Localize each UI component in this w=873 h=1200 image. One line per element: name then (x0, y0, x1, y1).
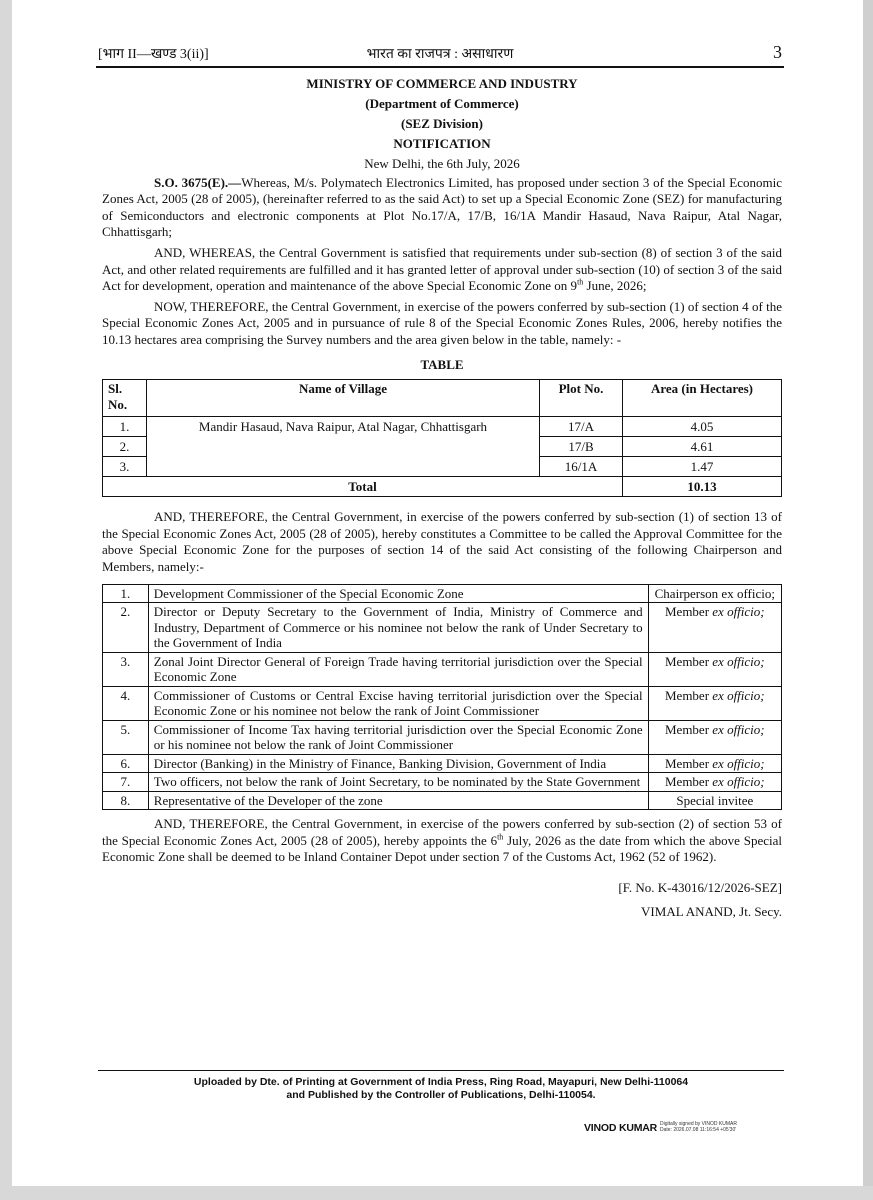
digital-signature (584, 1120, 754, 1138)
member-role: Member ex officio; (648, 686, 781, 720)
header-area: Area (in Hectares) (623, 380, 782, 417)
department-title: (Department of Commerce) (365, 96, 519, 111)
digital-signature-details: Digitally signed by VINOD KUMAR Date: 2026.07.08 11:16:54 +05'30' (660, 1121, 737, 1133)
paragraph-2 (102, 245, 782, 295)
viewer-frame-right (863, 0, 873, 1200)
header-rule (96, 66, 784, 68)
member-number: 2. (103, 603, 149, 653)
table-header-row (103, 380, 782, 417)
gazette-title: भारत का राजपत्र : असाधारण (366, 47, 514, 62)
cell-sl: 2. (103, 437, 147, 457)
member-number: 8. (103, 791, 149, 810)
committee-table (102, 584, 782, 811)
member-number: 7. (103, 773, 149, 792)
gazette-part-label: [भाग II—खण्ड 3(ii)] (98, 47, 209, 62)
paragraph-4: AND, THEREFORE, the Central Government, in exercise of the powers conferred by sub-section (1) of section 13 of the Special Economic Zones Act, 2005 (28 of 2005), hereby constitutes a Committee to be called the Approval Committee for the above Special Economic Zone for the purposes of section 14 of the said Act consisting of the following Chairperson and Members, namely:- (102, 509, 782, 574)
digital-signature-name: VINOD KUMAR (584, 1122, 658, 1134)
table-row (103, 437, 782, 457)
footer-rule (98, 1070, 784, 1071)
paragraph-2-text-b: June, 2026; (583, 278, 647, 294)
area-table (102, 379, 782, 497)
committee-row (103, 686, 782, 720)
cell-area: 4.05 (623, 417, 782, 437)
committee-row (103, 652, 782, 686)
paragraph-3: NOW, THEREFORE, the Central Government, in exercise of the powers conferred by sub-section (1) of section 4 of the Special Economic Zones Act, 2005 and in pursuance of rule 8 of the Special Economic Zones Rules, 2006, hereby notifies the 10.13 hectares area comprising the Survey numbers and the area given below in the table, namely: - (102, 298, 782, 347)
committee-row (103, 603, 782, 653)
cell-sl: 1. (103, 417, 147, 437)
member-description: Zonal Joint Director General of Foreign Trade having territorial jurisdiction over the Special Economic Zone (148, 652, 648, 686)
paragraph-1-text: Whereas, M/s. Polymatech Electronics Limited, has proposed under section 3 of the Special Economic Zones Act, 2005 (28 of 2005), (hereinafter referred to as the said Act) to set up a Special Economic Zone (SEZ) for manufacturing of Semiconductors and electronic components at Plot No.17/A, 17/B, 16/1A Mandir Hasaud, Nava Raipur, Atal Nagar, Chhattisgarh; (102, 174, 783, 240)
header-sl-no: Sl. No. (103, 380, 147, 417)
signature-block (102, 880, 782, 921)
division-title: (SEZ Division) (401, 116, 483, 131)
publication-footer (98, 1076, 784, 1102)
table-row (103, 417, 782, 437)
cell-village: Mandir Hasaud, Nava Raipur, Atal Nagar, Chhattisgarh (147, 417, 540, 437)
committee-row (103, 584, 782, 603)
member-description: Representative of the Developer of the zone (148, 791, 648, 810)
member-number: 1. (103, 584, 149, 603)
signatory: VIMAL ANAND, Jt. Secy. (641, 904, 782, 920)
header-plot: Plot No. (540, 380, 623, 417)
paragraph-5 (102, 816, 782, 866)
paragraph-5-sup: th (497, 832, 504, 842)
member-number: 6. (103, 754, 149, 773)
cell-plot: 17/A (540, 417, 623, 437)
committee-row (103, 773, 782, 792)
member-role: Chairperson ex officio; (648, 584, 781, 603)
cell-sl: 3. (103, 457, 147, 477)
dateline: New Delhi, the 6th July, 2026 (364, 156, 520, 171)
cell-village-empty (147, 457, 540, 477)
cell-area: 1.47 (623, 457, 782, 477)
member-description: Two officers, not below the rank of Joint Secretary, to be nominated by the State Government (148, 773, 648, 792)
table-row (103, 457, 782, 477)
committee-row (103, 754, 782, 773)
notification-body (102, 76, 782, 929)
member-role: Member ex officio; (648, 754, 781, 773)
member-description: Commissioner of Income Tax having territorial jurisdiction over the Special Economic Zone or his nominee not below the rank of Joint Commissioner (148, 720, 648, 754)
cell-village-empty (147, 437, 540, 457)
paragraph-2-sup: th (577, 277, 584, 287)
member-role: Member ex officio; (648, 773, 781, 792)
total-value: 10.13 (623, 477, 782, 497)
viewer-frame-bottom (0, 1186, 873, 1200)
file-number: [F. No. K-43016/12/2026-SEZ] (618, 879, 782, 895)
viewer-frame-left (0, 0, 12, 1200)
table-total-row (103, 477, 782, 497)
cell-plot: 17/B (540, 437, 623, 457)
ministry-title: MINISTRY OF COMMERCE AND INDUSTRY (306, 76, 578, 91)
total-label: Total (103, 477, 623, 497)
cell-plot: 16/1A (540, 457, 623, 477)
footer-line-1: Uploaded by Dte. of Printing at Government of India Press, Ring Road, Mayapuri, New Delhi-110064 (193, 1076, 689, 1088)
paragraph-1 (102, 175, 782, 241)
member-description: Development Commissioner of the Special Economic Zone (148, 584, 648, 603)
member-role: Special invitee (648, 791, 781, 810)
member-number: 4. (103, 686, 149, 720)
header-village: Name of Village (147, 380, 540, 417)
gazette-header (98, 42, 782, 64)
member-role: Member ex officio; (648, 652, 781, 686)
notification-title: NOTIFICATION (393, 136, 491, 151)
paragraph-5-text-b: July, 2026 as the date from which the above Special Economic Zone shall be deemed to be Inland Container Depot under section 7 of the Customs Act, 1962 (52 of 1962). (102, 832, 782, 865)
so-number: S.O. 3675(E).— (154, 174, 242, 190)
committee-row (103, 720, 782, 754)
member-description: Commissioner of Customs or Central Excise having territorial jurisdiction over the Special Economic Zone or his nominee not below the rank of Joint Commissioner (148, 686, 648, 720)
committee-row (103, 791, 782, 810)
footer-line-2: and Published by the Controller of Publications, Delhi-110054. (286, 1089, 596, 1101)
member-number: 5. (103, 720, 149, 754)
member-description: Director or Deputy Secretary to the Government of India, Ministry of Commerce and Industry, Department of Commerce or his nominee not below the rank of Under Secretary to the Government of India (148, 603, 648, 653)
page-number: 3 (773, 42, 782, 62)
paragraph-5-text-a: AND, THEREFORE, the Central Government, in exercise of the powers conferred by sub-section (2) of section 53 of the Special Economic Zones Act, 2005 (28 of 2005), hereby appoints the 6 (102, 816, 782, 848)
member-role: Member ex officio; (648, 603, 781, 653)
paragraph-2-text-a: AND, WHEREAS, the Central Government is satisfied that requirements under sub-section (8) of section 3 of the said Act, and other related requirements are fulfilled and it has granted letter of approval under sub-section (10) of section 3 of the said Act for development, operation and maintenance of the above Special Economic Zone on 9 (102, 244, 782, 294)
member-description: Director (Banking) in the Ministry of Finance, Banking Division, Government of India (148, 754, 648, 773)
member-role: Member ex officio; (648, 720, 781, 754)
table-caption: TABLE (420, 356, 464, 372)
member-number: 3. (103, 652, 149, 686)
cell-area: 4.61 (623, 437, 782, 457)
